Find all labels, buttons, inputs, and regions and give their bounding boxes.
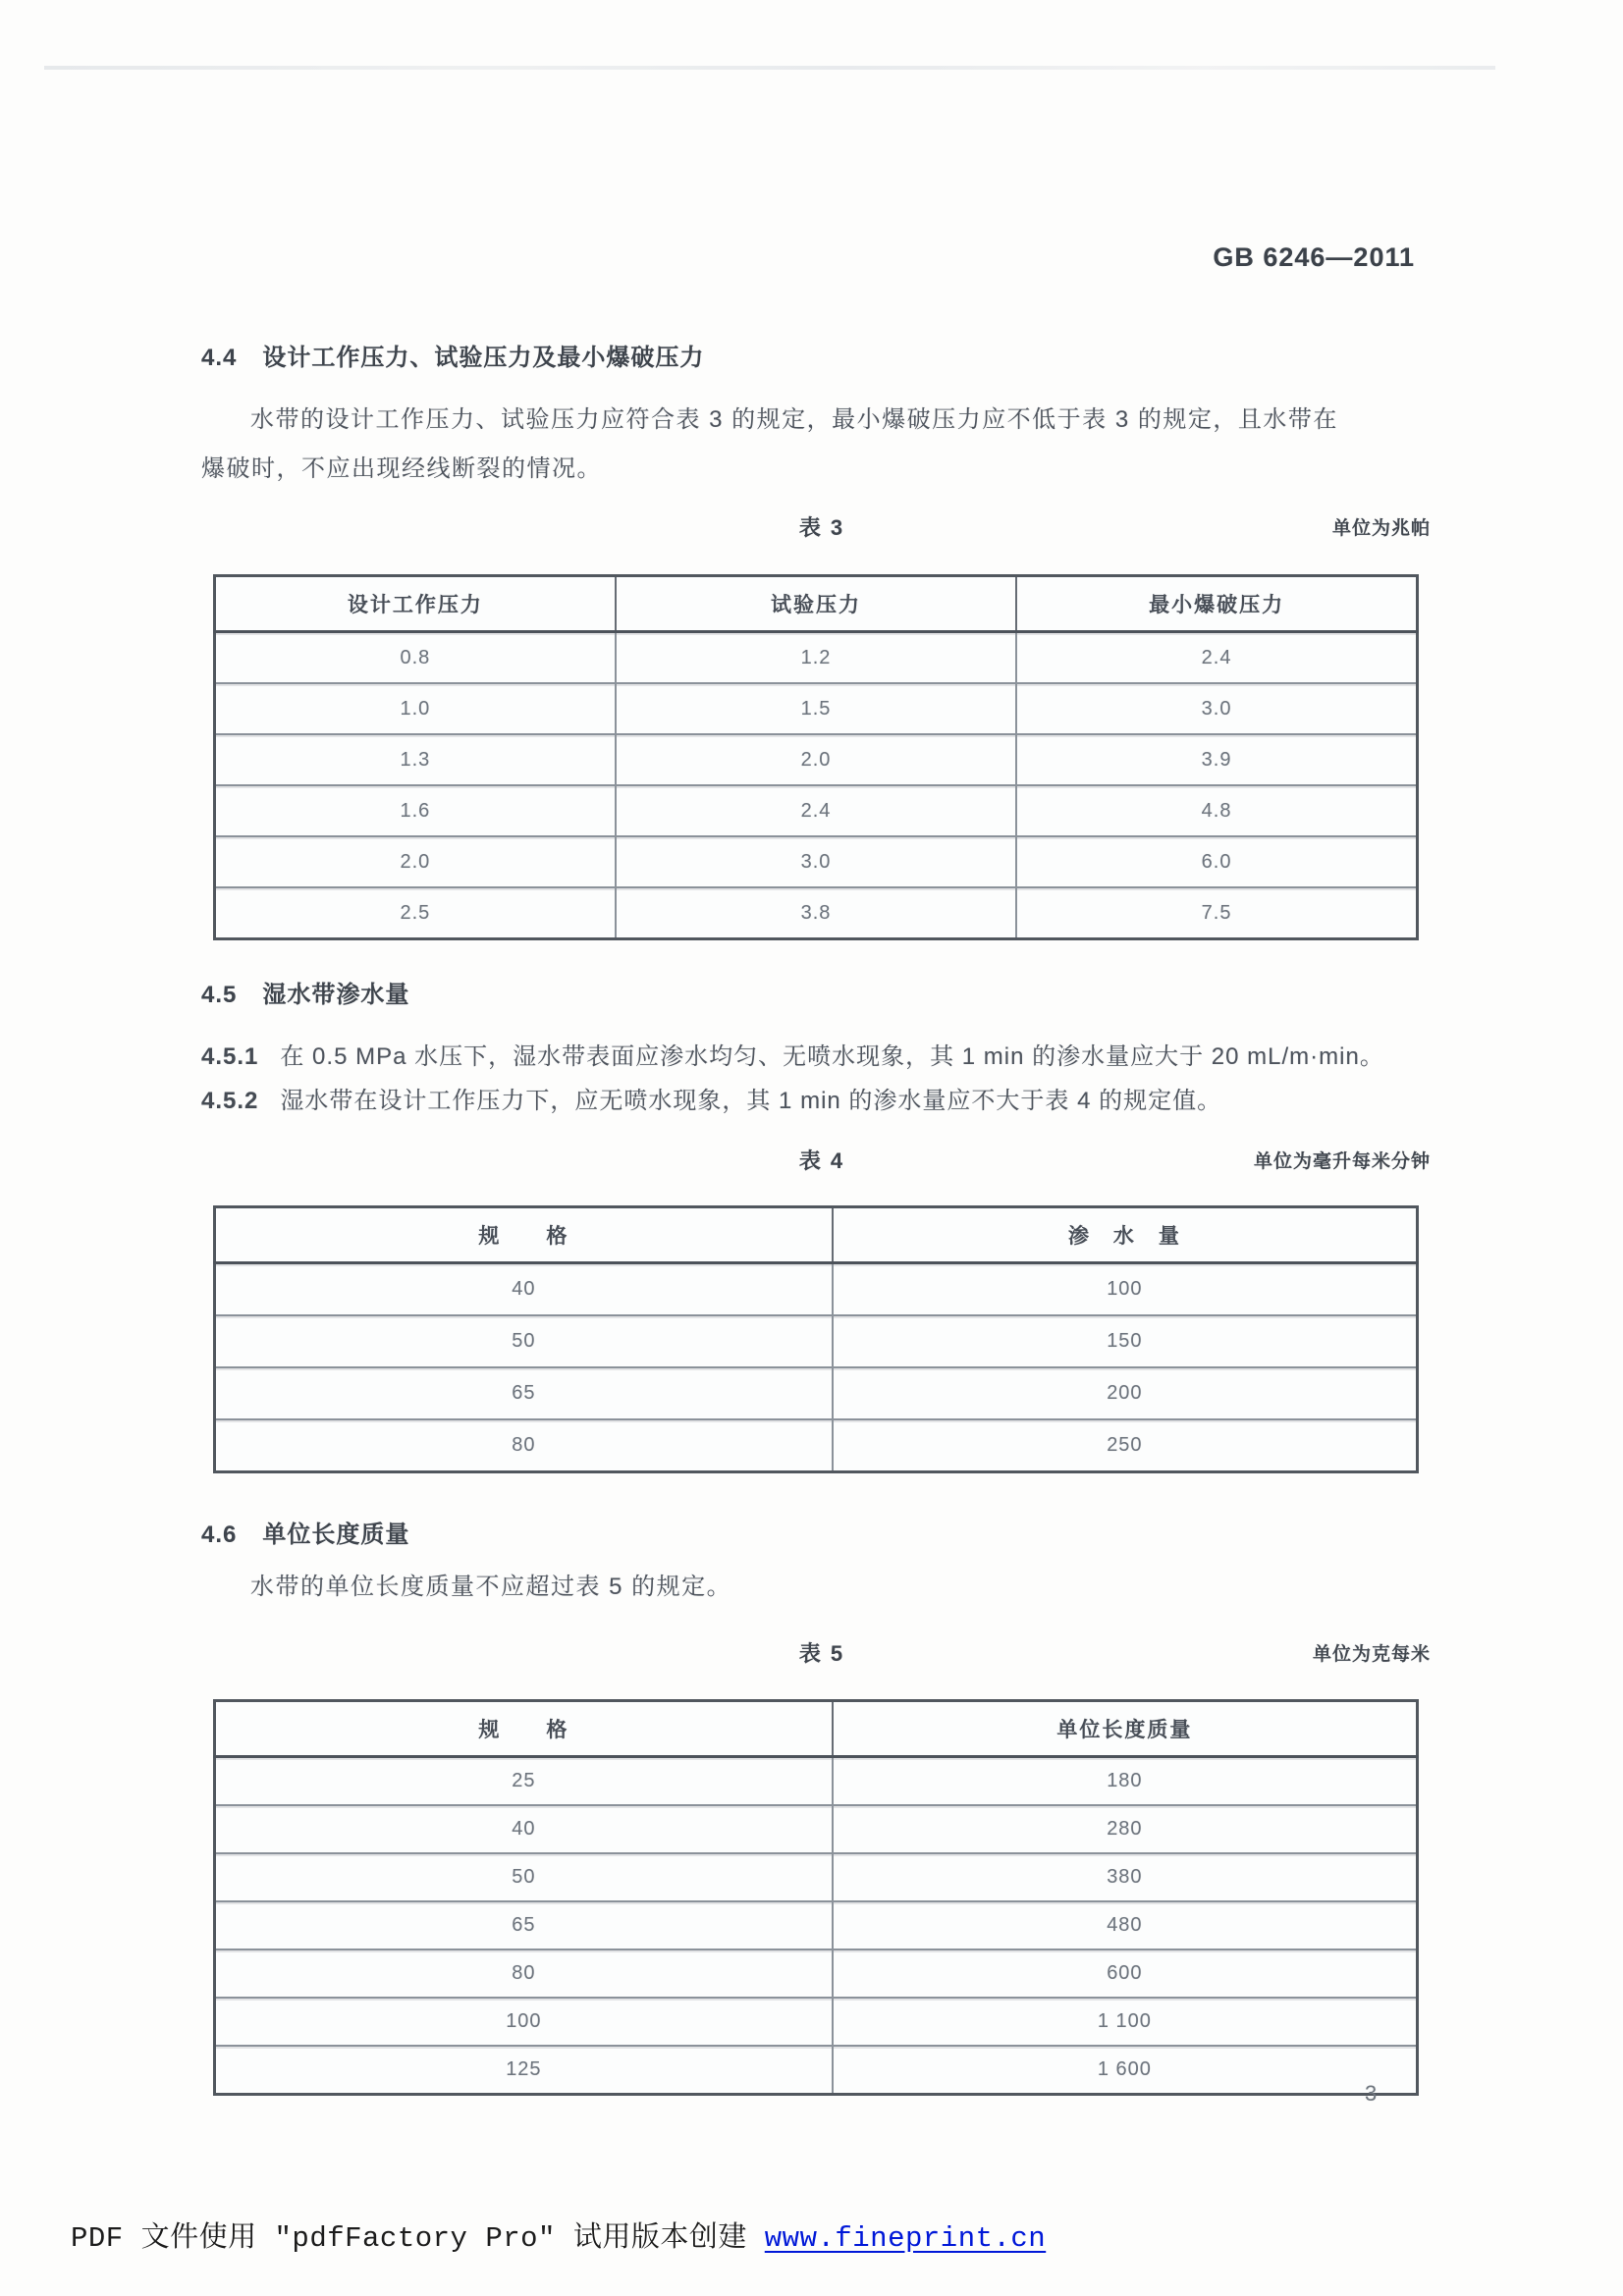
section-number: 4.6: [201, 1522, 238, 1548]
table-cell: 50: [215, 1315, 833, 1367]
table-cell: 6.0: [1016, 836, 1417, 887]
table-cell: 2.5: [215, 887, 616, 939]
table-cell: 125: [215, 2046, 833, 2095]
table-3: [213, 574, 1419, 940]
table-row: [215, 1853, 1418, 1901]
table-header-cell: 渗 水 量: [833, 1207, 1418, 1263]
table-row: [215, 1901, 1418, 1949]
footer-link[interactable]: www.fineprint.cn: [764, 2222, 1047, 2255]
table-row: [215, 887, 1418, 939]
table-row: [215, 1419, 1418, 1472]
table-cell: 1 600: [833, 2046, 1418, 2095]
footer-text: PDF 文件使用 "pdfFactory Pro" 试用版本创建: [71, 2222, 765, 2255]
table-cell: 1.3: [215, 734, 616, 785]
table-row: [215, 1949, 1418, 1998]
section-title: 设计工作压力、试验压力及最小爆破压力: [262, 345, 705, 371]
scan-artifact-line: [44, 66, 1495, 70]
table-cell: 480: [833, 1901, 1418, 1949]
paragraph-4-4-line-2: 爆破时，不应出现经线断裂的情况。: [201, 455, 602, 482]
table-row: [215, 1805, 1418, 1853]
table-header-cell: 规 格: [215, 1701, 833, 1757]
doc-number: GB 6246—2011: [1213, 242, 1415, 272]
table-3-caption: 表 3: [798, 515, 845, 540]
table-header-row: [215, 576, 1418, 632]
table-cell: 80: [215, 1419, 833, 1472]
table-row: [215, 785, 1418, 836]
section-4-5-heading: [201, 975, 409, 1009]
paragraph-4-4-line-1: 水带的设计工作压力、试验压力应符合表 3 的规定，最小爆破压力应不低于表 3 的规定，且水带在: [250, 406, 1338, 433]
table-cell: 1.5: [616, 683, 1016, 734]
table-cell: 1.2: [616, 632, 1016, 684]
clause-4-5-2: [201, 1081, 1458, 1115]
section-4-6-heading: [201, 1515, 409, 1549]
table-cell: 2.4: [616, 785, 1016, 836]
table-cell: 1.6: [215, 785, 616, 836]
table-header-cell: 最小爆破压力: [1016, 576, 1417, 632]
table-cell: 3.0: [616, 836, 1016, 887]
table-cell: 3.8: [616, 887, 1016, 939]
table-4-caption-row: [213, 1145, 1431, 1174]
table-cell: 40: [215, 1805, 833, 1853]
table-cell: 2.0: [215, 836, 616, 887]
table-row: [215, 1367, 1418, 1419]
table-cell: 250: [833, 1419, 1418, 1472]
table-4: [213, 1205, 1419, 1473]
paragraph-4-6: 水带的单位长度质量不应超过表 5 的规定。: [250, 1574, 732, 1600]
table-cell: 0.8: [215, 632, 616, 684]
table-cell: 1 100: [833, 1998, 1418, 2046]
table-row: [215, 1263, 1418, 1316]
table-cell: 100: [215, 1998, 833, 2046]
table-row: [215, 1998, 1418, 2046]
clause-number: 4.5.2: [201, 1088, 259, 1114]
section-number: 4.4: [201, 345, 238, 371]
table-row: [215, 2046, 1418, 2095]
table-cell: 80: [215, 1949, 833, 1998]
table-cell: 2.0: [616, 734, 1016, 785]
table-3-unit: 单位为兆帕: [1331, 518, 1431, 539]
table-5-caption: 表 5: [798, 1641, 845, 1666]
table-cell: 2.4: [1016, 632, 1417, 684]
table-3-caption-row: [213, 511, 1431, 541]
section-title: 单位长度质量: [262, 1522, 410, 1548]
table-row: [215, 836, 1418, 887]
table-4-caption: 表 4: [798, 1148, 845, 1173]
table-row: [215, 683, 1418, 734]
table-cell: 180: [833, 1757, 1418, 1806]
table-cell: 3.0: [1016, 683, 1417, 734]
table-cell: 65: [215, 1367, 833, 1419]
clause-text: 湿水带在设计工作压力下，应无喷水现象，其 1 min 的渗水量应不大于表 4 的规定值。: [280, 1088, 1222, 1114]
table-row: [215, 1757, 1418, 1806]
table-cell: 50: [215, 1853, 833, 1901]
table-header-cell: 单位长度质量: [833, 1701, 1418, 1757]
clause-4-5-1: [201, 1037, 1458, 1071]
table-header-cell: 试验压力: [616, 576, 1016, 632]
table-row: [215, 632, 1418, 684]
table-cell: 100: [833, 1263, 1418, 1316]
table-cell: 3.9: [1016, 734, 1417, 785]
section-title: 湿水带渗水量: [262, 982, 410, 1008]
table-cell: 25: [215, 1757, 833, 1806]
table-cell: 4.8: [1016, 785, 1417, 836]
page-number: 3: [1365, 2081, 1378, 2106]
table-4-unit: 单位为毫升每米分钟: [1253, 1151, 1431, 1172]
table-row: [215, 1315, 1418, 1367]
table-cell: 1.0: [215, 683, 616, 734]
table-header-cell: 设计工作压力: [215, 576, 616, 632]
table-cell: 380: [833, 1853, 1418, 1901]
section-number: 4.5: [201, 982, 238, 1008]
table-cell: 280: [833, 1805, 1418, 1853]
table-row: [215, 734, 1418, 785]
table-cell: 7.5: [1016, 887, 1417, 939]
section-4-4-heading: [201, 338, 704, 372]
table-5-caption-row: [213, 1637, 1431, 1667]
table-cell: 65: [215, 1901, 833, 1949]
table-5: [213, 1699, 1419, 2096]
table-5-unit: 单位为克每米: [1312, 1644, 1431, 1665]
pdf-watermark-footer: [71, 2215, 1046, 2255]
table-cell: 600: [833, 1949, 1418, 1998]
table-cell: 200: [833, 1367, 1418, 1419]
table-header-row: [215, 1701, 1418, 1757]
table-header-cell: 规 格: [215, 1207, 833, 1263]
table-cell: 40: [215, 1263, 833, 1316]
table-cell: 150: [833, 1315, 1418, 1367]
table-header-row: [215, 1207, 1418, 1263]
clause-text: 在 0.5 MPa 水压下，湿水带表面应渗水均匀、无喷水现象，其 1 min 的渗水量应大于 20 mL/m·min。: [280, 1043, 1384, 1070]
clause-number: 4.5.1: [201, 1043, 259, 1070]
